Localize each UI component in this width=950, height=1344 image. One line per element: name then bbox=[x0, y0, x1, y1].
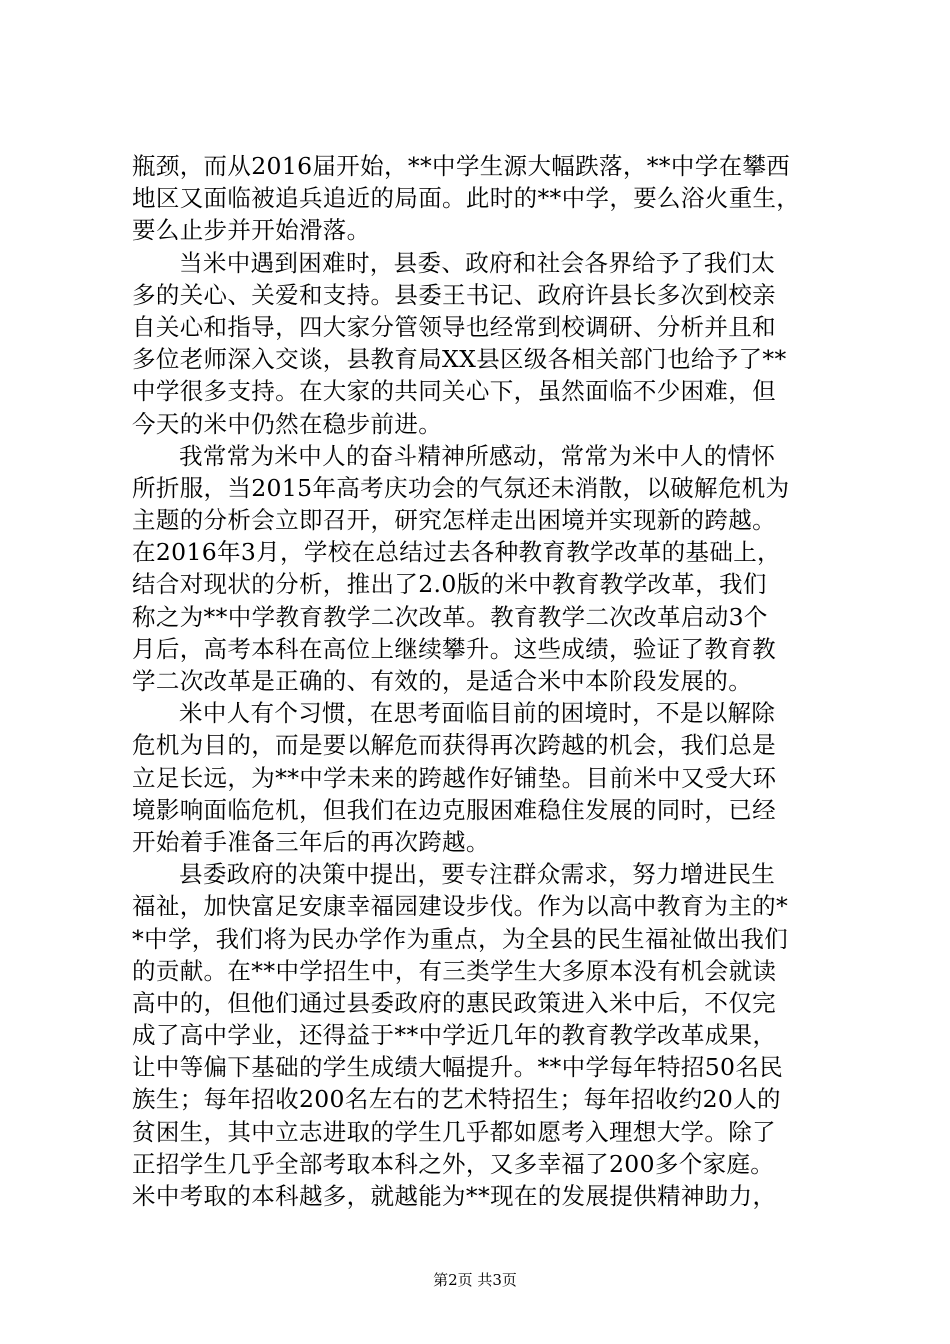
text-line: 自关心和指导，四大家分管领导也经常到校调研、分析并且和 bbox=[132, 312, 776, 341]
text-line: 族生；每年招收200名左右的艺术特招生；每年招收约20人的 bbox=[132, 1085, 781, 1114]
text-line: 瓶颈，而从2016届开始，**中学生源大幅跌落，**中学在攀西 bbox=[132, 152, 791, 180]
text-line: 中学很多支持。在大家的共同关心下，虽然面临不少困难，但 bbox=[132, 377, 776, 406]
text-line: 的贡献。在**中学招生中，有三类学生大多原本没有机会就读 bbox=[132, 956, 777, 985]
text-line: 今天的米中仍然在稳步前进。 bbox=[132, 409, 443, 438]
text-line: 要么止步并开始滑落。 bbox=[132, 216, 371, 245]
text-line: 高中的，但他们通过县委政府的惠民政策进入米中后，不仅完 bbox=[132, 988, 776, 1017]
text-line: 福祉，加快富足安康幸福园建设步伐。作为以高中教育为主的* bbox=[132, 892, 789, 921]
text-line: 境影响面临危机，但我们在边克服困难稳住发展的同时，已经 bbox=[132, 795, 776, 824]
text-line: 多位老师深入交谈，县教育局XX县区级各相关部门也给予了** bbox=[132, 345, 787, 374]
text-line: 米中人有个习惯，在思考面临目前的困境时，不是以解除 bbox=[179, 699, 776, 728]
paragraph-3 bbox=[132, 440, 827, 698]
page-number: 第2页 共3页 bbox=[433, 1271, 517, 1289]
text-line: 地区又面临被追兵追近的局面。此时的**中学，要么浴火重生， bbox=[132, 184, 801, 213]
text-line: 立足长远，为**中学未来的跨越作好铺垫。目前米中又受大环 bbox=[132, 763, 777, 792]
text-line: 县委政府的决策中提出，要专注群众需求，努力增进民生 bbox=[179, 860, 776, 889]
paragraph-5 bbox=[132, 858, 827, 1212]
document-body bbox=[132, 150, 827, 1212]
text-line: 贫困生，其中立志进取的学生几乎都如愿考入理想大学。除了 bbox=[132, 1117, 776, 1146]
text-line: 称之为**中学教育教学二次改革。教育教学二次改革启动3个 bbox=[132, 602, 768, 631]
text-line: 危机为目的，而是要以解危而获得再次跨越的机会，我们总是 bbox=[132, 731, 776, 760]
text-line: 结合对现状的分析，推出了2.0版的米中教育教学改革，我们 bbox=[132, 570, 767, 599]
text-line: 成了高中学业，还得益于**中学近几年的教育教学改革成果， bbox=[132, 1021, 777, 1050]
text-line: 让中等偏下基础的学生成绩大幅提升。**中学每年特招50名民 bbox=[132, 1053, 784, 1082]
text-line: *中学，我们将为民办学作为重点，为全县的民生福祉做出我们 bbox=[132, 924, 789, 953]
text-line: 米中考取的本科越多，就越能为**现在的发展提供精神助力， bbox=[132, 1182, 777, 1210]
page-footer bbox=[0, 1270, 950, 1290]
text-line: 主题的分析会立即召开，研究怎样走出困境并实现新的跨越。 bbox=[132, 506, 776, 535]
text-line: 我常常为米中人的奋斗精神所感动，常常为米中人的情怀 bbox=[179, 441, 776, 470]
text-line: 月后，高考本科在高位上继续攀升。这些成绩，验证了教育教 bbox=[132, 634, 776, 663]
text-line: 开始着手准备三年后的再次跨越。 bbox=[132, 827, 490, 856]
text-line: 多的关心、关爱和支持。县委王书记、政府许县长多次到校亲 bbox=[132, 280, 776, 309]
text-line: 正招学生几乎全部考取本科之外，又多幸福了200多个家庭。 bbox=[132, 1149, 775, 1178]
text-line: 学二次改革是正确的、有效的，是适合米中本阶段发展的。 bbox=[132, 667, 753, 695]
paragraph-4 bbox=[132, 697, 827, 858]
text-line: 所折服，当2015年高考庆功会的气氛还未消散，以破解危机为 bbox=[132, 473, 790, 502]
paragraph-2 bbox=[132, 247, 827, 440]
paragraph-1 bbox=[132, 150, 827, 247]
text-line: 在2016年3月，学校在总结过去各种教育教学改革的基础上， bbox=[132, 538, 781, 567]
text-line: 当米中遇到困难时，县委、政府和社会各界给予了我们太 bbox=[179, 248, 776, 277]
